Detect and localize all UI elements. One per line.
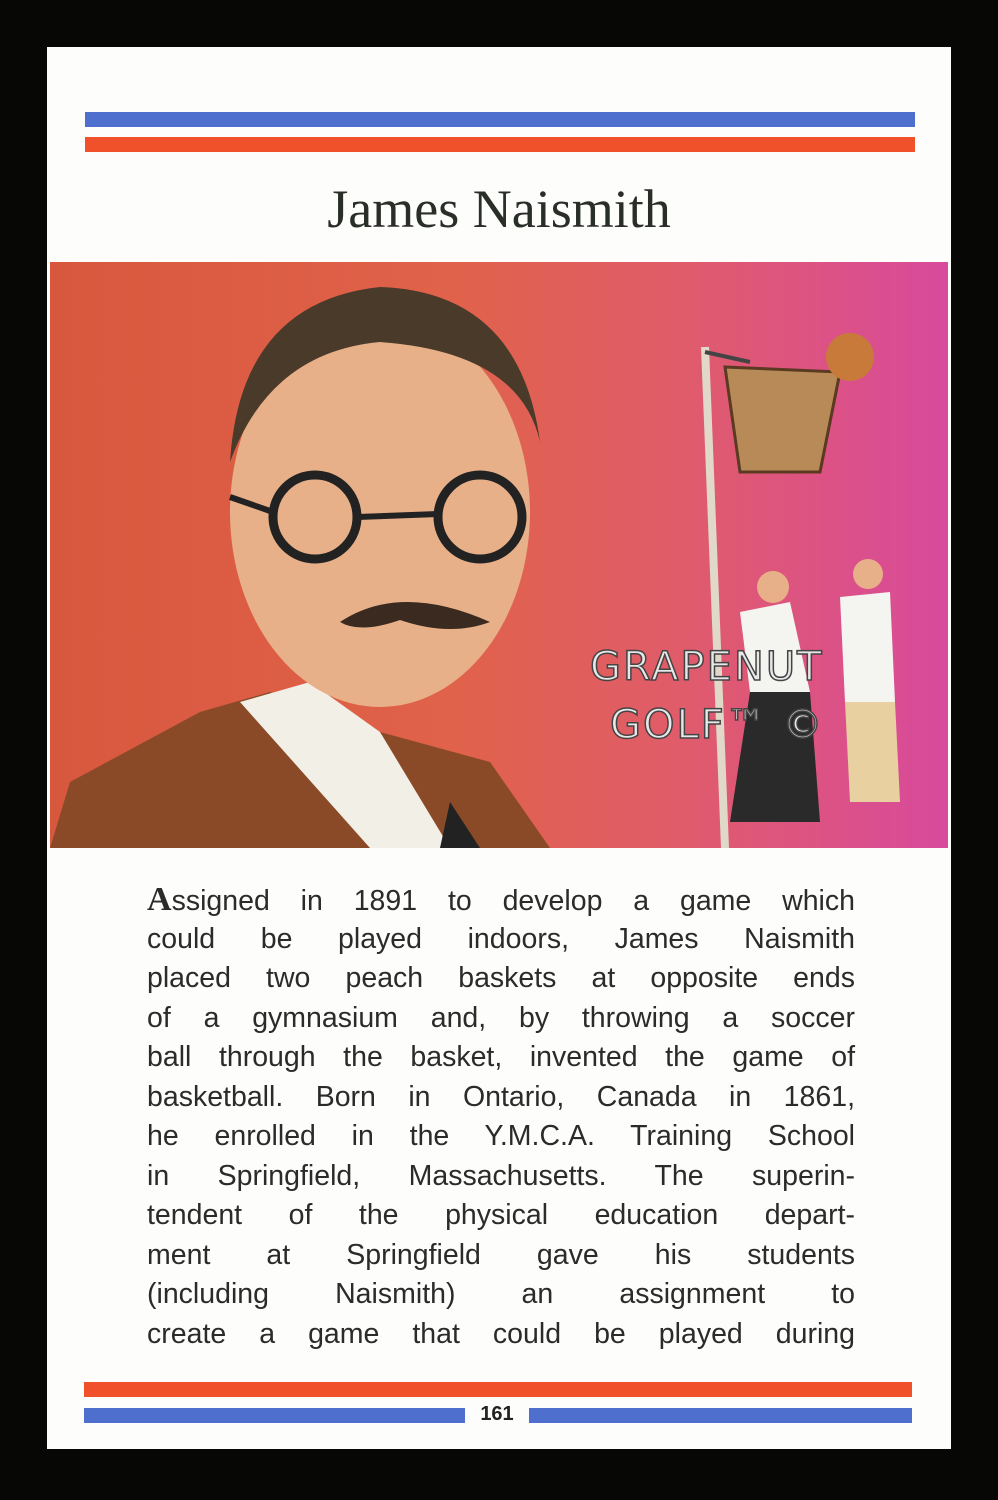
text-line: placed two peach baskets at opposite ends	[147, 962, 855, 994]
text-line: (including Naismith) an assignment to	[147, 1278, 855, 1310]
drop-cap: A	[147, 881, 172, 918]
bottom-blue-stripe-right	[529, 1408, 912, 1423]
page-number: 161	[480, 1403, 514, 1425]
text-line: could be played indoors, James Naismith	[147, 922, 855, 955]
ball	[826, 333, 874, 381]
watermark-line-1: GRAPENUT	[590, 644, 824, 690]
bottom-blue-stripe-left	[84, 1408, 465, 1423]
text-line: ball through the basket, invented the game of	[147, 1041, 855, 1073]
text-line: tendent of the physical education depart-	[147, 1199, 855, 1231]
bottom-red-stripe	[84, 1382, 912, 1397]
page-title: James Naismith	[327, 179, 671, 239]
top-blue-stripe	[85, 112, 915, 127]
text-line: of a gymnasium and, by throwing a soccer	[147, 1001, 855, 1034]
biography-text	[147, 880, 855, 1354]
text-line: create a game that could be played during	[147, 1317, 855, 1350]
peach-basket	[725, 367, 840, 472]
text-line: ment at Springfield gave his students	[147, 1238, 855, 1271]
text-line: ssigned in 1891 to develop a game which	[171, 885, 855, 917]
text-line: basketball. Born in Ontario, Canada in 1861,	[147, 1080, 855, 1113]
watermark-line-2: GOLF™ ©	[610, 702, 825, 748]
portrait-illustration	[50, 262, 948, 848]
top-red-stripe	[85, 137, 915, 152]
text-line: in Springfield, Massachusetts. The superin-	[147, 1159, 855, 1192]
text-line: he enrolled in the Y.M.C.A. Training School	[147, 1120, 855, 1152]
